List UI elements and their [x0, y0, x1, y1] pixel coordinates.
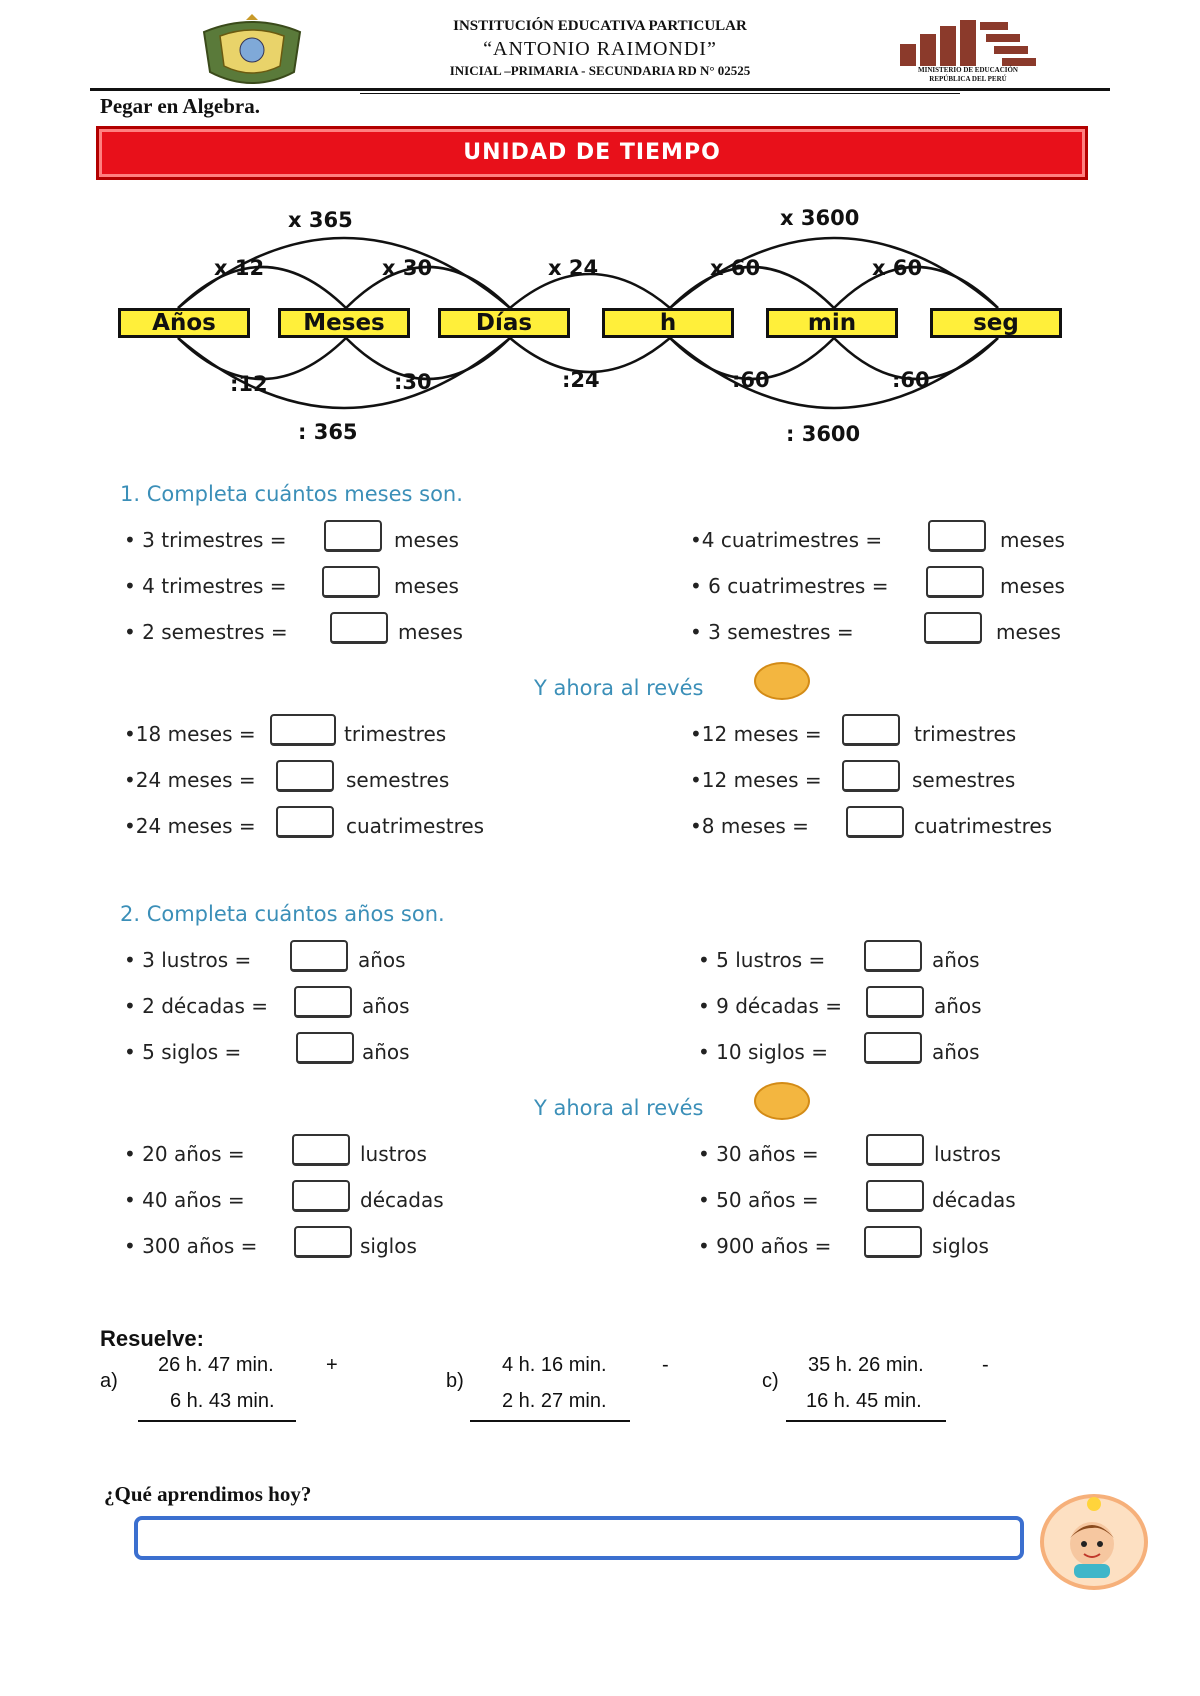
exercise-unit: décadas	[360, 1188, 444, 1212]
exercise-unit: meses	[1000, 528, 1065, 552]
answer-box[interactable]	[322, 566, 380, 598]
answer-box[interactable]	[846, 806, 904, 838]
problem-bottom: 16 h. 45 min.	[806, 1390, 922, 1412]
exercise-label: • 300 años =	[124, 1234, 258, 1258]
answer-box[interactable]	[866, 1180, 924, 1212]
exercise-label: • 5 lustros =	[698, 948, 826, 972]
answer-box[interactable]	[928, 520, 986, 552]
mult-small-label: x 60	[872, 256, 923, 280]
section-2-reverse-title: Y ahora al revés	[534, 1096, 704, 1120]
answer-box[interactable]	[864, 1032, 922, 1064]
answer-box[interactable]	[842, 760, 900, 792]
problem-rule	[786, 1420, 946, 1422]
learned-answer-box[interactable]	[134, 1516, 1024, 1560]
exercise-unit: años	[362, 994, 410, 1018]
exercise-label: • 3 semestres =	[690, 620, 854, 644]
div-small-label: :24	[562, 368, 600, 392]
title-banner-text: UNIDAD DE TIEMPO	[463, 140, 721, 165]
exercise-label: • 10 siglos =	[698, 1040, 828, 1064]
exercise-label: • 6 cuatrimestres =	[690, 574, 889, 598]
answer-box[interactable]	[866, 1134, 924, 1166]
unit-box-hours: h	[602, 308, 734, 338]
unit-box-minutes: min	[766, 308, 898, 338]
div-small-label: :12	[230, 372, 268, 396]
answer-box[interactable]	[276, 760, 334, 792]
conversion-arcs	[0, 0, 1200, 460]
mult-small-label: x 24	[548, 256, 599, 280]
exercise-unit: trimestres	[344, 722, 447, 746]
smiley-icon	[754, 1082, 810, 1120]
answer-box[interactable]	[866, 986, 924, 1018]
exercise-label: • 3 lustros =	[124, 948, 252, 972]
problem-letter: c)	[762, 1370, 779, 1392]
section-1-title: 1. Completa cuántos meses son.	[120, 482, 463, 506]
school-name: “ANTONIO RAIMONDI”	[483, 38, 717, 60]
div-small-label: :60	[892, 368, 930, 392]
exercise-label: •4 cuatrimestres =	[690, 528, 883, 552]
answer-box[interactable]	[842, 714, 900, 746]
subject-label: Pegar en Algebra.	[100, 94, 261, 118]
answer-box[interactable]	[294, 1226, 352, 1258]
div-big-label: : 365	[298, 420, 358, 444]
exercise-label: • 30 años =	[698, 1142, 819, 1166]
answer-box[interactable]	[294, 986, 352, 1018]
exercise-label: • 9 décadas =	[698, 994, 842, 1018]
div-big-label: : 3600	[786, 422, 861, 446]
answer-box[interactable]	[292, 1180, 350, 1212]
answer-box[interactable]	[270, 714, 336, 746]
ministry-text-2: REPÚBLICA DEL PERÚ	[929, 75, 1007, 83]
exercise-label: •8 meses =	[690, 814, 809, 838]
exercise-unit: cuatrimestres	[346, 814, 485, 838]
mult-big-label: x 365	[288, 208, 353, 232]
problem-letter: b)	[446, 1370, 464, 1392]
problem-bottom: 2 h. 27 min.	[502, 1390, 607, 1412]
answer-box[interactable]	[290, 940, 348, 972]
exercise-unit: meses	[394, 574, 459, 598]
unit-box-months: Meses	[278, 308, 410, 338]
problem-top: 35 h. 26 min.	[808, 1354, 924, 1376]
mult-small-label: x 30	[382, 256, 433, 280]
problem-bottom: 6 h. 43 min.	[170, 1390, 275, 1412]
answer-box[interactable]	[864, 1226, 922, 1258]
learned-answer-text	[138, 1520, 1020, 1532]
exercise-unit: lustros	[360, 1142, 427, 1166]
answer-box[interactable]	[926, 566, 984, 598]
answer-box[interactable]	[324, 520, 382, 552]
school-levels: INICIAL –PRIMARIA - SECUNDARIA RD N° 02525	[449, 63, 751, 78]
exercise-unit: cuatrimestres	[914, 814, 1053, 838]
answer-box[interactable]	[924, 612, 982, 644]
exercise-unit: siglos	[932, 1234, 989, 1258]
exercise-unit: meses	[398, 620, 463, 644]
exercise-unit: lustros	[934, 1142, 1001, 1166]
mult-small-label: x 12	[214, 256, 265, 280]
smiley-icon	[754, 662, 810, 700]
exercise-label: • 2 semestres =	[124, 620, 288, 644]
problem-top: 4 h. 16 min.	[502, 1354, 607, 1376]
mult-big-label: x 3600	[780, 206, 860, 230]
school-line-1: INSTITUCIÓN EDUCATIVA PARTICULAR	[453, 18, 747, 34]
ministry-text: MINISTERIO DE EDUCACIÓN	[918, 66, 1018, 74]
answer-box[interactable]	[276, 806, 334, 838]
exercise-label: •12 meses =	[690, 768, 822, 792]
exercise-label: • 900 años =	[698, 1234, 832, 1258]
problem-rule	[138, 1420, 296, 1422]
unit-box-days: Días	[438, 308, 570, 338]
exercise-label: • 50 años =	[698, 1188, 819, 1212]
exercise-unit: meses	[996, 620, 1061, 644]
problem-letter: a)	[100, 1370, 118, 1392]
exercise-label: • 2 décadas =	[124, 994, 268, 1018]
problem-top: 26 h. 47 min.	[158, 1354, 274, 1376]
div-small-label: :60	[732, 368, 770, 392]
section-1-reverse-title: Y ahora al revés	[534, 676, 704, 700]
unit-box-years: Años	[118, 308, 250, 338]
exercise-label: • 4 trimestres =	[124, 574, 287, 598]
problem-operator: +	[326, 1354, 338, 1376]
problem-operator: -	[662, 1354, 669, 1376]
answer-box[interactable]	[292, 1134, 350, 1166]
section-2-title: 2. Completa cuántos años son.	[120, 902, 445, 926]
exercise-unit: años	[932, 1040, 980, 1064]
exercise-unit: meses	[1000, 574, 1065, 598]
exercise-label: •18 meses =	[124, 722, 256, 746]
student-idea-icon	[1036, 1490, 1152, 1590]
answer-box[interactable]	[864, 940, 922, 972]
exercise-unit: años	[934, 994, 982, 1018]
problem-rule	[470, 1420, 630, 1422]
mult-small-label: x 60	[710, 256, 761, 280]
div-small-label: :30	[394, 370, 432, 394]
exercise-label: •24 meses =	[124, 814, 256, 838]
exercise-label: • 20 años =	[124, 1142, 245, 1166]
problem-operator: -	[982, 1354, 989, 1376]
exercise-unit: trimestres	[914, 722, 1017, 746]
answer-box[interactable]	[296, 1032, 354, 1064]
exercise-label: •12 meses =	[690, 722, 822, 746]
unit-box-seconds: seg	[930, 308, 1062, 338]
exercise-unit: años	[932, 948, 980, 972]
exercise-unit: años	[362, 1040, 410, 1064]
exercise-label: • 40 años =	[124, 1188, 245, 1212]
exercise-unit: semestres	[346, 768, 450, 792]
exercise-unit: meses	[394, 528, 459, 552]
exercise-unit: siglos	[360, 1234, 417, 1258]
exercise-unit: décadas	[932, 1188, 1016, 1212]
answer-box[interactable]	[330, 612, 388, 644]
exercise-unit: semestres	[912, 768, 1016, 792]
exercise-label: • 3 trimestres =	[124, 528, 287, 552]
exercise-unit: años	[358, 948, 406, 972]
resuelve-title: Resuelve:	[100, 1326, 204, 1351]
exercise-label: •24 meses =	[124, 768, 256, 792]
exercise-label: • 5 siglos =	[124, 1040, 242, 1064]
learned-question: ¿Qué aprendimos hoy?	[104, 1482, 312, 1506]
